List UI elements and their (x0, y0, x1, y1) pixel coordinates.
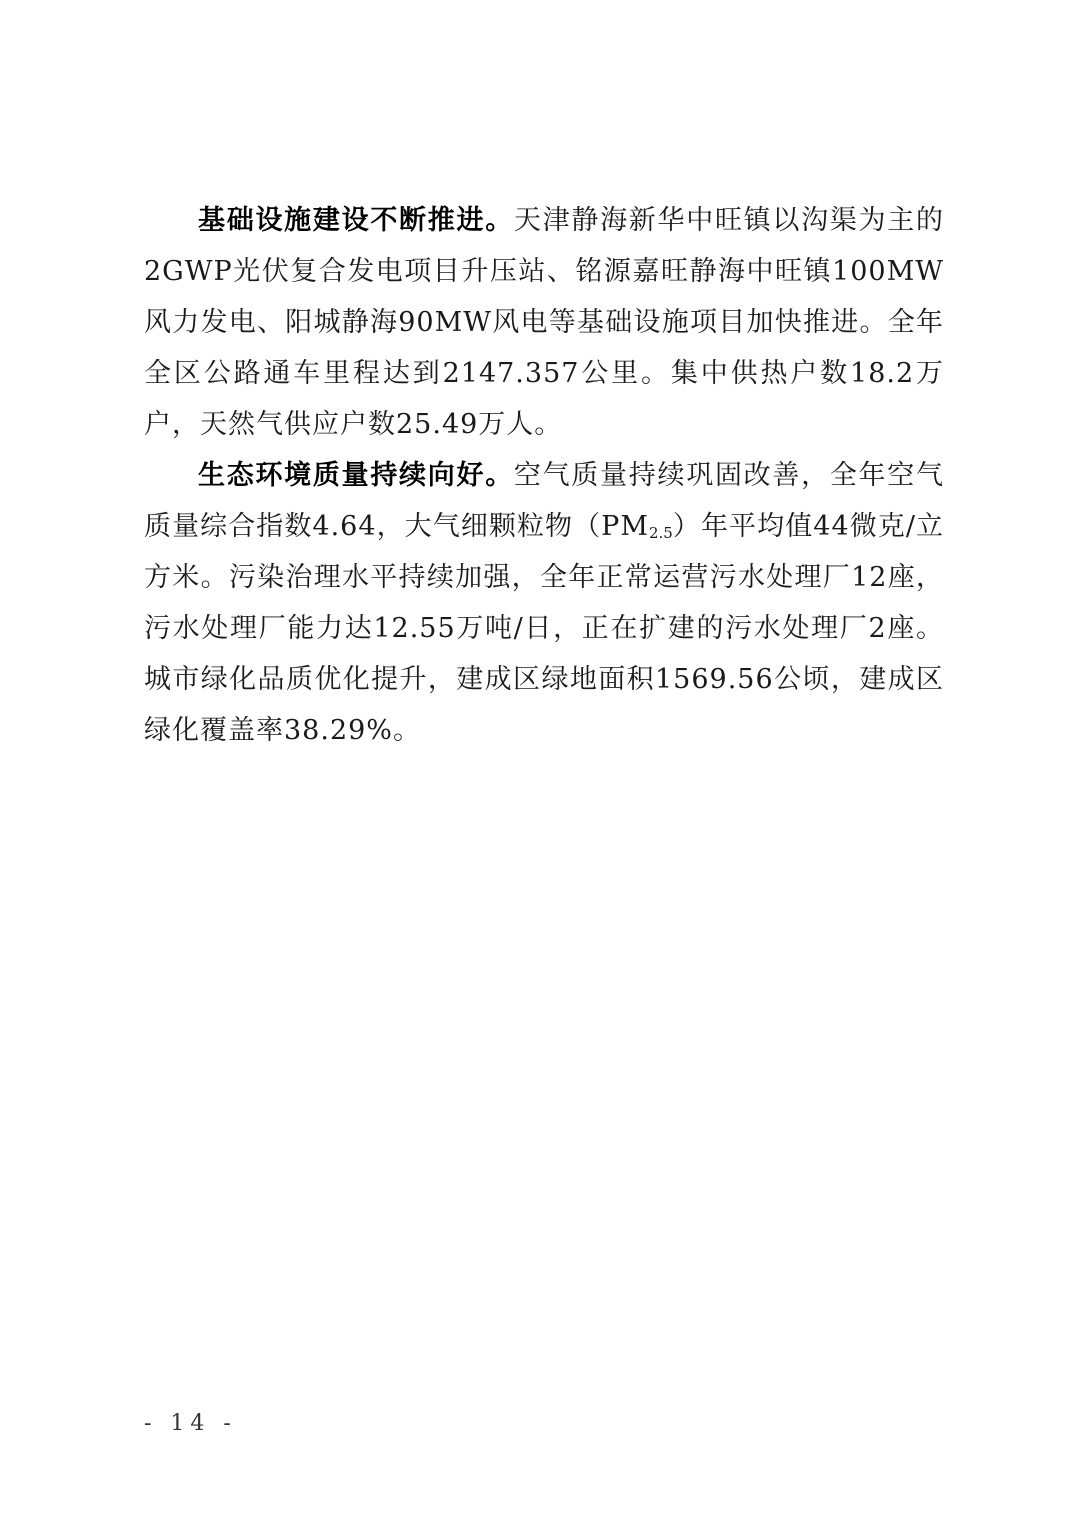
paragraph-text-infrastructure: 天津静海新华中旺镇以沟渠为主的2GWP光伏复合发电项目升压站、铭源嘉旺静海中旺镇100MW风力发电、阳城静海90MW风电等基础设施项目加快推进。全年全区公路通车里程达到2147.357公里。集中供热户数18.2万户，天然气供应户数25.49万人。 (144, 205, 945, 440)
pm-subscript: 2.5 (648, 524, 673, 542)
paragraph-infrastructure (144, 195, 944, 450)
document-body (144, 195, 944, 756)
paragraph-environment (144, 450, 944, 756)
paragraph-lead-infrastructure: 基础设施建设不断推进。 (198, 205, 514, 236)
paragraph-text-environment-part1: 空气质量持续巩固改善，全年空气质量综合指数4.64，大气细颗粒物（PM (144, 460, 945, 542)
paragraph-text-environment-part2: ）年平均值44微克/立方米。污染治理水平持续加强，全年正常运营污水处理厂12座，污水处理厂能力达12.55万吨/日，正在扩建的污水处理厂2座。城市绿化品质优化提升，建成区绿地面积1569.56公顷，建成区绿化覆盖率38.29%。 (144, 511, 944, 746)
paragraph-lead-environment: 生态环境质量持续向好。 (198, 460, 514, 491)
page-number: - 14 - (144, 1411, 237, 1436)
